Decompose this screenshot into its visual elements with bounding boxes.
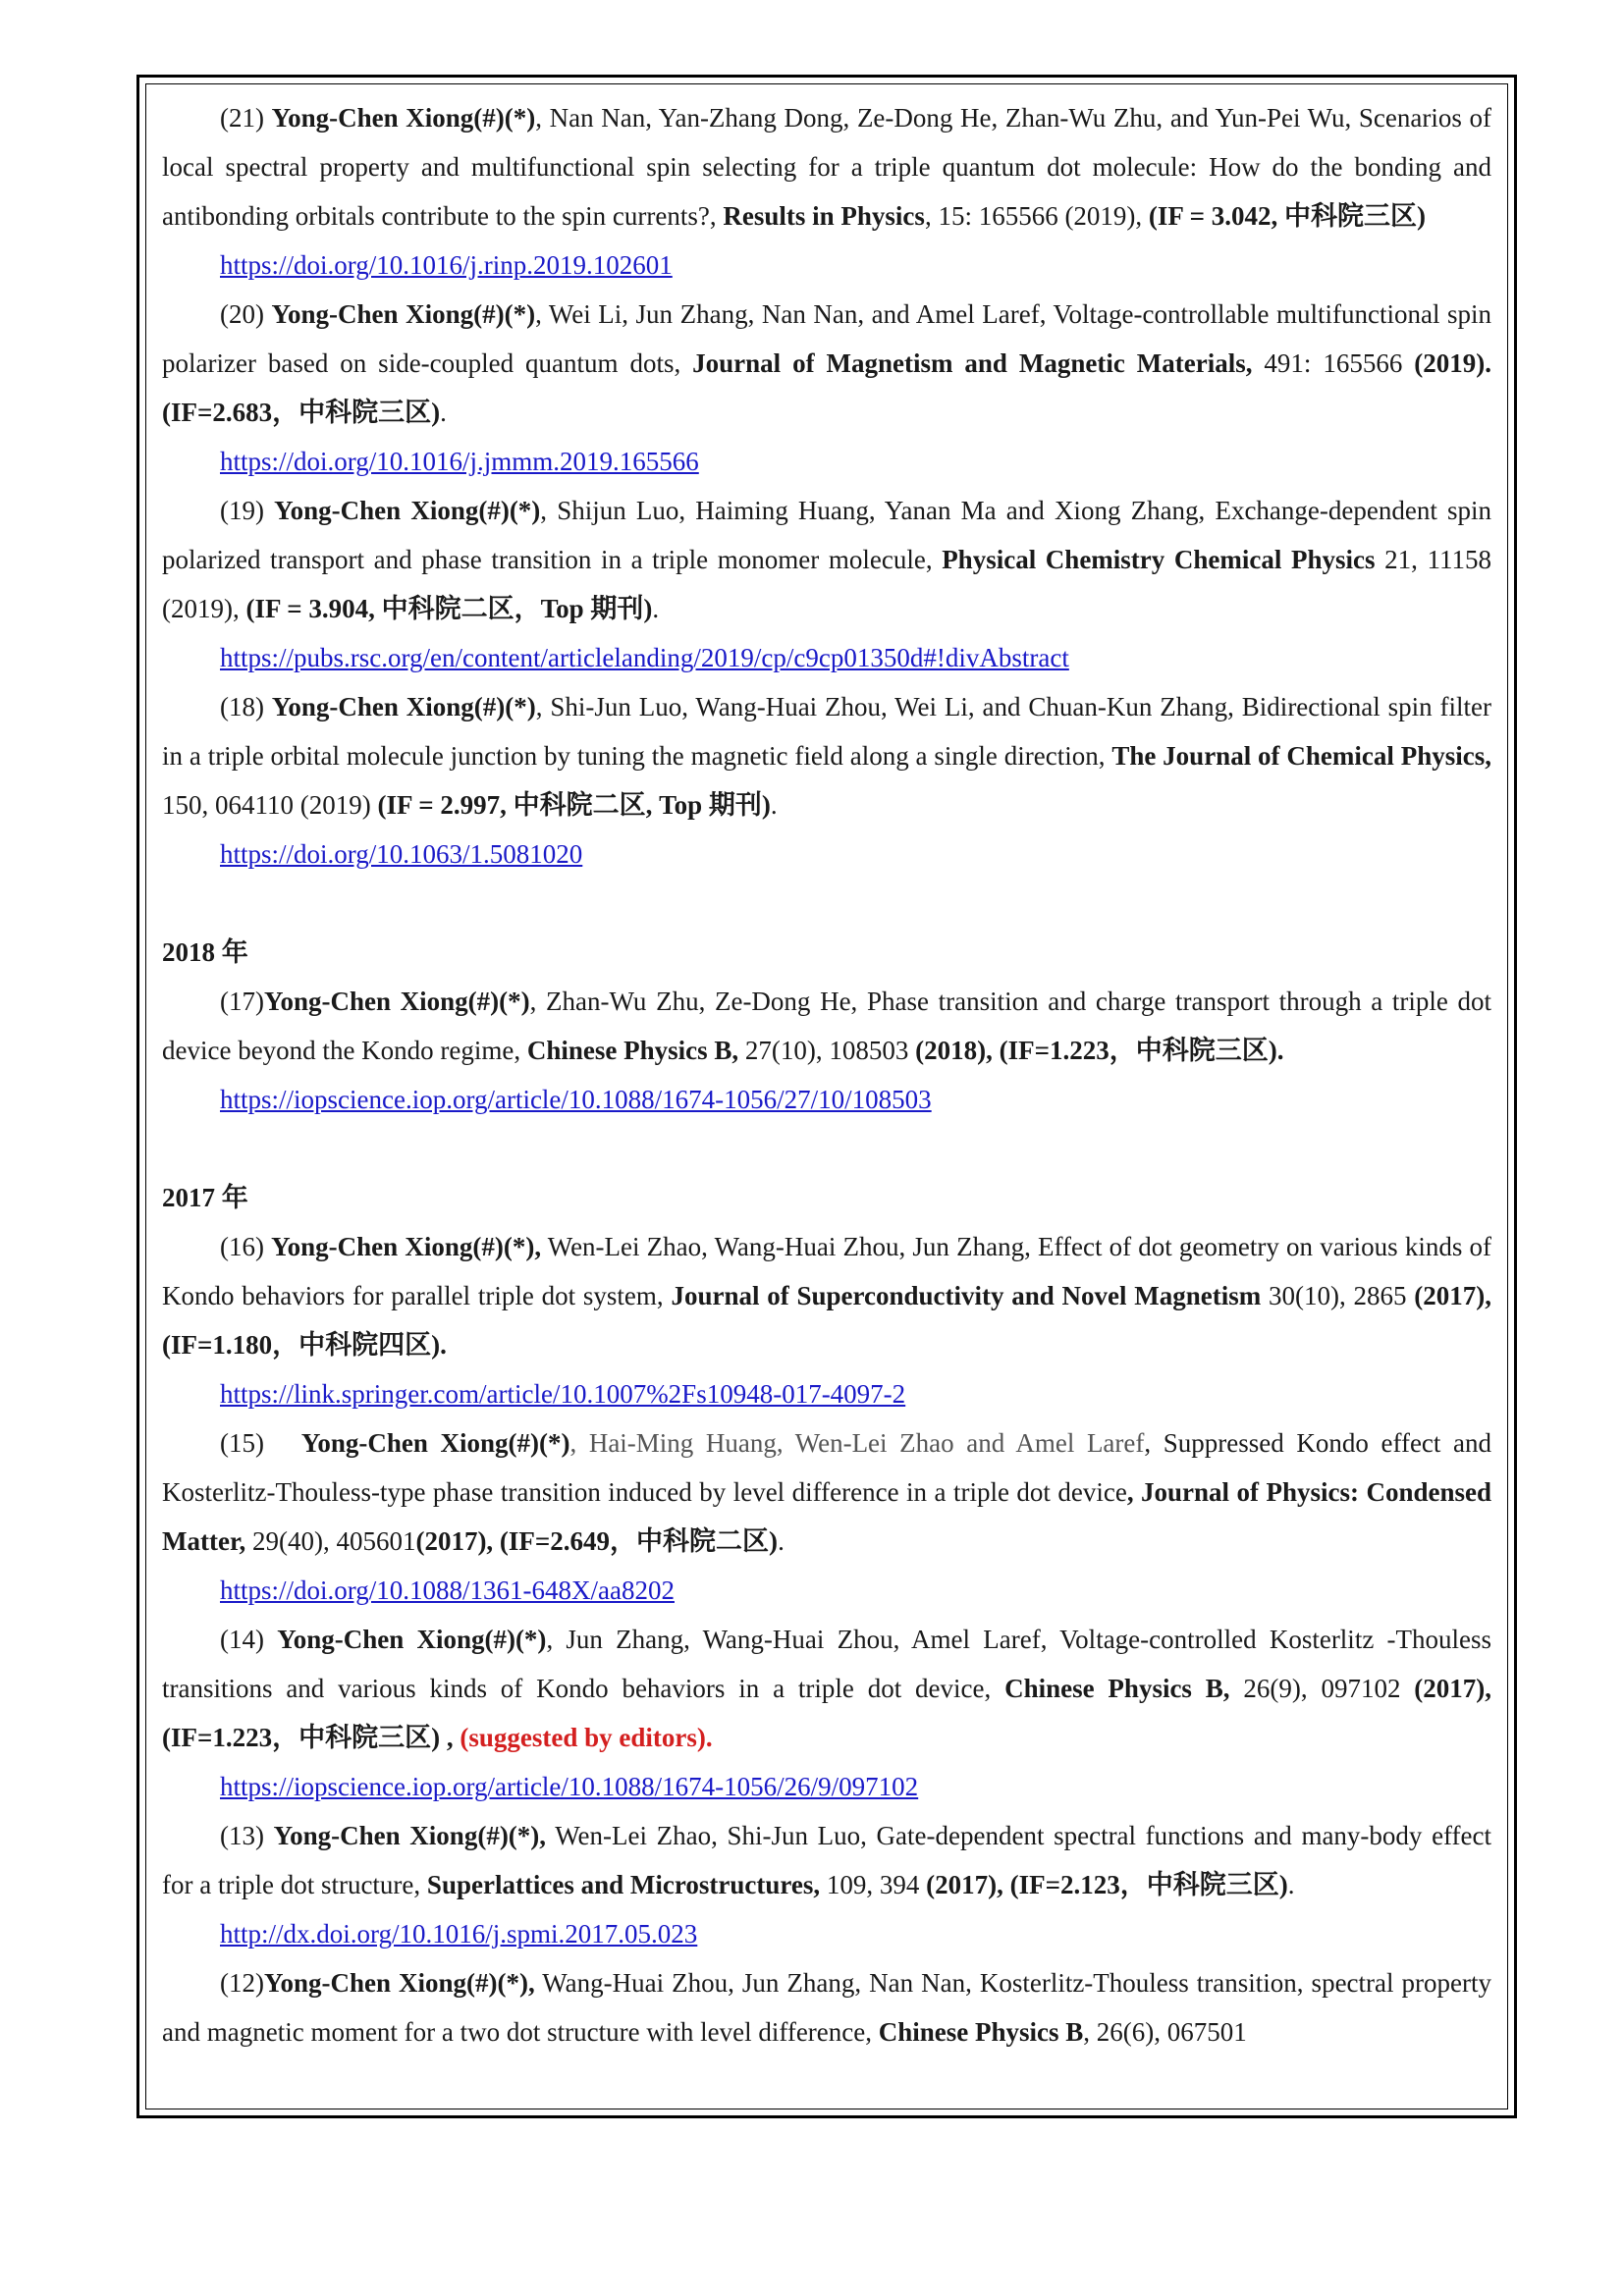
impact-factor: (2017), (IF=2.123，中科院三区) [926, 1870, 1288, 1899]
entry-details: , 26(6), 067501 [1083, 2017, 1247, 2047]
entry-details: 29(40), 405601 [245, 1526, 416, 1556]
impact-factor: (2017), (IF=1.223，中科院三区) , [162, 1674, 1492, 1752]
entry-number: (19) [220, 496, 275, 525]
spacer [162, 879, 1491, 928]
author-name: Yong-Chen Xiong(#)(*), [271, 1232, 542, 1261]
publication-link-17 [162, 1075, 1491, 1124]
impact-factor: (2018), (IF=1.223，中科院三区). [915, 1036, 1284, 1065]
publication-link-14 [162, 1762, 1491, 1811]
publication-entry-18 [162, 682, 1491, 829]
entry-text: , Suppressed Kondo effect and Kosterlitz-Thouless-type phase transition induced by level difference in a triple dot device [162, 1428, 1492, 1507]
doi-link[interactable]: https://doi.org/10.1088/1361-648X/aa8202 [220, 1575, 675, 1605]
impact-factor: (IF = 3.042, 中科院三区) [1148, 201, 1427, 231]
entry-details: 21, 11158 (2019), [162, 545, 1491, 623]
doi-link[interactable]: https://doi.org/10.1016/j.jmmm.2019.165566 [220, 447, 699, 476]
entry-text: , Shijun Luo, Haiming Huang, Yanan Ma and Xiong Zhang, Exchange-dependent spin polarized transport and phase transition in a triple monomer molecule, [162, 496, 1492, 574]
publication-list [145, 83, 1508, 2109]
publication-entry-14 [162, 1615, 1491, 1762]
publication-entry-16 [162, 1222, 1491, 1369]
entry-text: , Zhan-Wu Zhu, Ze-Dong He, Phase transition and charge transport through a triple dot device beyond the Kondo regime, [162, 987, 1492, 1065]
journal-name: Chinese Physics B, [1004, 1674, 1230, 1703]
impact-factor: (IF = 2.997, 中科院二区, Top 期刊) [377, 790, 771, 820]
entry-end: . [778, 1526, 785, 1556]
year-heading-2018: 2018 年 [162, 937, 248, 967]
entry-text: Wang-Huai Zhou, Jun Zhang, Nan Nan, Kosterlitz-Thouless transition, spectral property and magnetic moment for a two dot structure with level difference, [162, 1968, 1491, 2047]
entry-number: (13) [220, 1821, 274, 1850]
doi-link[interactable]: https://doi.org/10.1016/j.rinp.2019.102601 [220, 250, 673, 280]
doi-link[interactable]: https://iopscience.iop.org/article/10.1088/1674-1056/27/10/108503 [220, 1085, 932, 1114]
author-name: Yong-Chen Xiong(#)(*) [271, 692, 536, 721]
doi-link[interactable]: https://link.springer.com/article/10.1007%2Fs10948-017-4097-2 [220, 1379, 906, 1409]
publication-link-15 [162, 1566, 1491, 1615]
publication-link-18 [162, 829, 1491, 879]
spacer [162, 1124, 1491, 1173]
entry-details: , 15: 165566 (2019), [924, 201, 1149, 231]
entry-end: . [652, 594, 660, 623]
year-heading-2017: 2017 年 [162, 1183, 248, 1212]
entry-number: (14) [220, 1625, 278, 1654]
entry-end: . [1287, 1870, 1295, 1899]
entry-details: 27(10), 108503 [738, 1036, 916, 1065]
impact-factor: (2017), (IF=1.180，中科院四区). [162, 1281, 1492, 1360]
publication-entry-20 [162, 290, 1491, 437]
entry-text: , Wei Li, Jun Zhang, Nan Nan, and Amel Laref, Voltage-controllable multifunctional spin polarizer based on side-coupled quantum dots, [162, 299, 1491, 378]
impact-factor: (IF = 3.904, 中科院二区，Top 期刊) [245, 594, 653, 623]
impact-factor: (2019). (IF=2.683，中科院三区) [162, 348, 1491, 427]
entry-number: (18) [220, 692, 272, 721]
publication-link-21 [162, 240, 1491, 290]
entry-end: . [770, 790, 778, 820]
journal-name: Journal of Magnetism and Magnetic Materials, [692, 348, 1253, 378]
entry-number: (21) [220, 103, 272, 133]
journal-name: The Journal of Chemical Physics, [1111, 741, 1491, 771]
page-border [136, 75, 1517, 2118]
doi-link[interactable]: https://doi.org/10.1063/1.5081020 [220, 839, 583, 869]
entry-text: , Shi-Jun Luo, Wang-Huai Zhou, Wei Li, and Chuan-Kun Zhang, Bidirectional spin filter in a triple orbital molecule junction by tuning the magnetic field along a single direction, [162, 692, 1491, 771]
journal-name: Chinese Physics B, [526, 1036, 739, 1065]
entry-text: , Nan Nan, Yan-Zhang Dong, Ze-Dong He, Zhan-Wu Zhu, and Yun-Pei Wu, Scenarios of local spectral property and multifunctional spin selecting for a triple quantum dot molecule: How do the bonding and antibonding orbitals contribute to the spin currents?, [162, 103, 1491, 231]
entry-details: 150, 064110 (2019) [162, 790, 378, 820]
author-name: Yong-Chen Xiong(#)(*), [263, 1968, 535, 1998]
doi-link[interactable]: http://dx.doi.org/10.1016/j.spmi.2017.05.023 [220, 1919, 698, 1949]
entry-details: 109, 394 [820, 1870, 927, 1899]
entry-number: (15) [220, 1428, 301, 1458]
publication-link-16 [162, 1369, 1491, 1418]
author-name: Yong-Chen Xiong(#)(*) [277, 1625, 547, 1654]
publication-link-19 [162, 633, 1491, 682]
publication-entry-13 [162, 1811, 1491, 1909]
entry-details: 491: 165566 [1252, 348, 1415, 378]
entry-number: (20) [220, 299, 272, 329]
coauthors: , Hai-Ming Huang, Wen-Lei Zhao and Amel Laref [569, 1428, 1145, 1458]
publication-entry-21 [162, 93, 1491, 240]
doi-link[interactable]: https://iopscience.iop.org/article/10.1088/1674-1056/26/9/097102 [220, 1772, 919, 1801]
author-name: Yong-Chen Xiong(#)(*), [273, 1821, 547, 1850]
journal-name: Results in Physics [723, 201, 925, 231]
entry-text: , Jun Zhang, Wang-Huai Zhou, Amel Laref, Voltage-controlled Kosterlitz -Thouless transitions and various kinds of Kondo behaviors in a triple dot device, [162, 1625, 1491, 1703]
journal-name: , Journal of Physics: Condensed Matter, [162, 1477, 1491, 1556]
editor-note: (suggested by editors). [453, 1723, 713, 1752]
entry-text: Wen-Lei Zhao, Wang-Huai Zhou, Jun Zhang, Effect of dot geometry on various kinds of Kondo behaviors for parallel triple dot system, [162, 1232, 1491, 1310]
entry-number: (17) [220, 987, 264, 1016]
author-name: Yong-Chen Xiong(#)(*) [300, 1428, 570, 1458]
journal-name: Physical Chemistry Chemical Physics [942, 545, 1376, 574]
publication-entry-12 [162, 1958, 1491, 2056]
author-name: Yong-Chen Xiong(#)(*) [274, 496, 541, 525]
author-name: Yong-Chen Xiong(#)(*) [271, 103, 536, 133]
author-name: Yong-Chen Xiong(#)(*) [271, 299, 536, 329]
publication-link-20 [162, 437, 1491, 486]
impact-factor: (2017), (IF=2.649，中科院二区) [415, 1526, 779, 1556]
entry-end: . [440, 398, 447, 427]
entry-number: (12) [220, 1968, 264, 1998]
entry-number: (16) [220, 1232, 272, 1261]
author-name: Yong-Chen Xiong(#)(*) [263, 987, 530, 1016]
doi-link[interactable]: https://pubs.rsc.org/en/content/articlelanding/2019/cp/c9cp01350d#!divAbstract [220, 643, 1069, 672]
publication-entry-19 [162, 486, 1491, 633]
journal-name: Chinese Physics B [878, 2017, 1084, 2047]
publication-entry-15 [162, 1418, 1491, 1566]
entry-details: 30(10), 2865 [1261, 1281, 1415, 1310]
entry-details: 26(9), 097102 [1229, 1674, 1415, 1703]
entry-text: Wen-Lei Zhao, Shi-Jun Luo, Gate-dependent spectral functions and many-body effect for a triple dot structure, [162, 1821, 1492, 1899]
journal-name: Superlattices and Microstructures, [426, 1870, 821, 1899]
journal-name: Journal of Superconductivity and Novel Magnetism [671, 1281, 1262, 1310]
publication-link-13 [162, 1909, 1491, 1958]
publication-entry-17 [162, 977, 1491, 1075]
